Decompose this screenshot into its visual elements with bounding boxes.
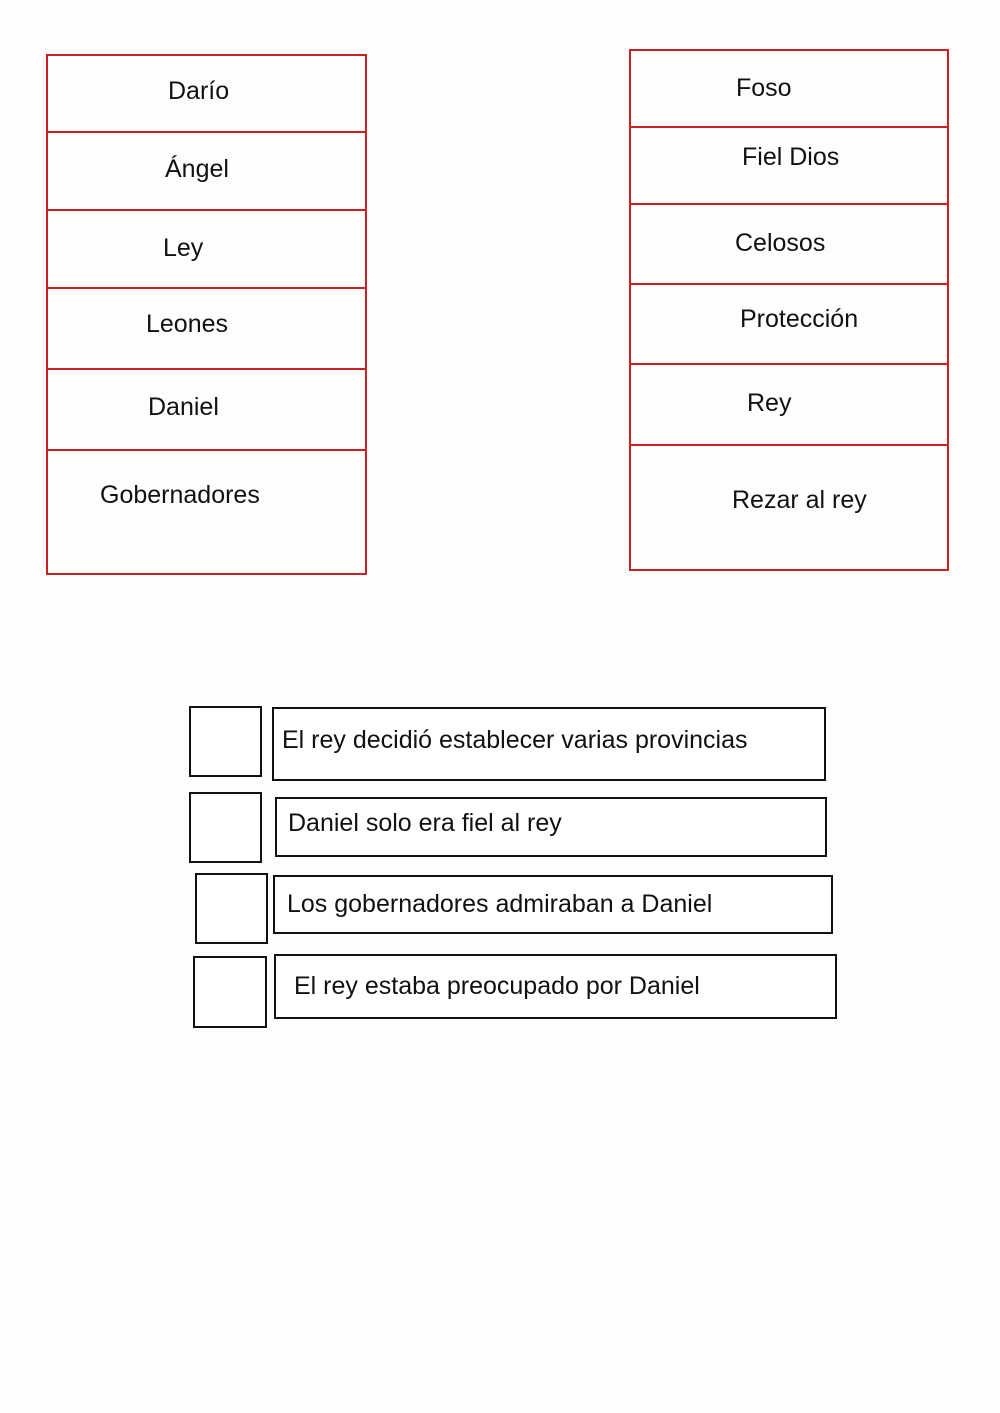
right-word-label: Celosos bbox=[735, 229, 826, 257]
left-word-label: Leones bbox=[146, 310, 229, 338]
left-word-label: Ley bbox=[163, 234, 204, 262]
left-word-cell[interactable] bbox=[48, 451, 365, 575]
right-word-label: Rezar al rey bbox=[732, 486, 867, 514]
statement-checkbox[interactable] bbox=[193, 956, 267, 1028]
right-word-cell[interactable] bbox=[631, 51, 947, 128]
right-word-label: Fiel Dios bbox=[742, 143, 840, 171]
left-word-cell[interactable] bbox=[48, 289, 365, 370]
statement-box bbox=[275, 797, 827, 857]
left-word-label: Daniel bbox=[148, 393, 219, 421]
left-word-cell[interactable] bbox=[48, 133, 365, 211]
left-word-cell[interactable] bbox=[48, 370, 365, 451]
statement-box bbox=[273, 875, 833, 934]
left-word-label: Darío bbox=[168, 77, 230, 105]
right-word-column bbox=[629, 49, 949, 571]
right-word-label: Foso bbox=[736, 74, 792, 102]
left-word-label: Gobernadores bbox=[100, 481, 260, 509]
left-word-column bbox=[46, 54, 367, 575]
right-word-cell[interactable] bbox=[631, 365, 947, 446]
left-word-label: Ángel bbox=[165, 155, 229, 183]
right-word-cell[interactable] bbox=[631, 128, 947, 205]
statement-box bbox=[272, 707, 826, 781]
right-word-cell[interactable] bbox=[631, 285, 947, 365]
statement-checkbox[interactable] bbox=[189, 706, 262, 777]
statement-text: El rey estaba preocupado por Daniel bbox=[294, 972, 700, 1000]
statement-text: El rey decidió establecer varias provincias bbox=[282, 726, 748, 754]
right-word-cell[interactable] bbox=[631, 446, 947, 571]
statement-text: Daniel solo era fiel al rey bbox=[288, 809, 562, 837]
right-word-cell[interactable] bbox=[631, 205, 947, 285]
right-word-label: Rey bbox=[747, 389, 792, 417]
left-word-cell[interactable] bbox=[48, 211, 365, 289]
statement-box bbox=[274, 954, 837, 1019]
left-word-cell[interactable] bbox=[48, 56, 365, 133]
right-word-label: Protección bbox=[740, 305, 859, 333]
statement-checkbox[interactable] bbox=[189, 792, 262, 863]
statement-text: Los gobernadores admiraban a Daniel bbox=[287, 890, 713, 918]
statement-checkbox[interactable] bbox=[195, 873, 268, 944]
